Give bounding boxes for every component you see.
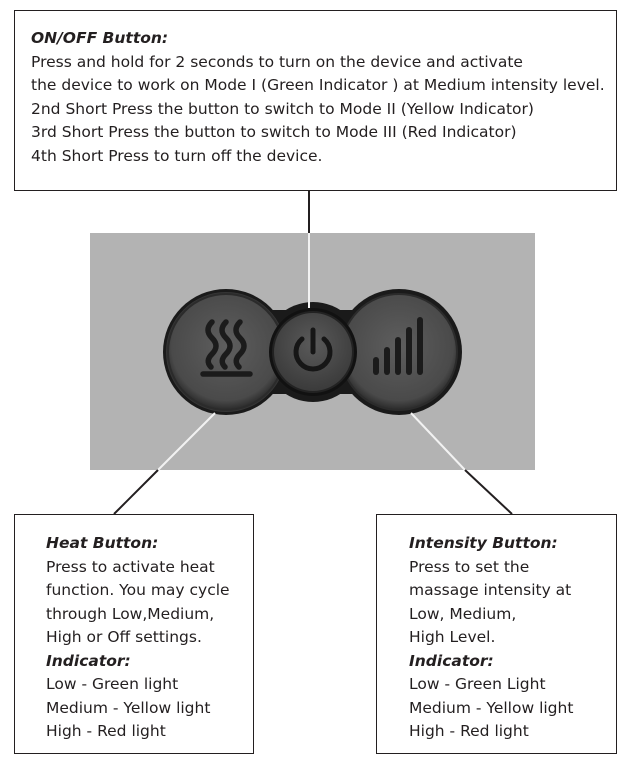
- heat-line-4: High or Off settings.: [46, 628, 202, 646]
- onoff-line-3: 2nd Short Press the button to switch to Mode II (Yellow Indicator): [31, 99, 534, 118]
- onoff-title: ON/OFF Button:: [31, 29, 169, 47]
- heat-indicator-low: Low - Green light: [46, 675, 179, 693]
- heat-title: Heat Button:: [46, 534, 159, 552]
- onoff-line-4: 3rd Short Press the button to switch to Mode III (Red Indicator): [31, 123, 517, 141]
- heat-line-2: function. You may cycle: [46, 581, 230, 599]
- intensity-indicator-low: Low - Green Light: [409, 675, 546, 693]
- intensity-callout-box: [376, 514, 617, 754]
- intensity-indicator-title: Indicator:: [409, 651, 494, 670]
- intensity-line-2: massage intensity at: [409, 581, 572, 599]
- intensity-line-3: Low, Medium,: [409, 604, 517, 623]
- heat-line-3: through Low,Medium,: [46, 604, 215, 623]
- intensity-line-1: Press to set the: [409, 557, 530, 576]
- heat-indicator-medium: Medium - Yellow light: [46, 698, 211, 717]
- intensity-button[interactable]: [341, 294, 457, 410]
- heat-line-1: Press to activate heat: [46, 557, 215, 576]
- intensity-title: Intensity Button:: [409, 534, 558, 552]
- heat-indicator-high: High - Red light: [46, 722, 166, 740]
- onoff-line-1: Press and hold for 2 seconds to turn on the device and activate: [31, 52, 523, 71]
- intensity-indicator-high: High - Red light: [409, 722, 529, 740]
- onoff-line-5: 4th Short Press to turn off the device.: [31, 146, 323, 165]
- heat-button[interactable]: [168, 294, 284, 410]
- onoff-line-2: the device to work on Mode I (Green Indicator ) at Medium intensity level.: [31, 76, 605, 94]
- heat-callout-box: [14, 514, 254, 754]
- intensity-line-4: High Level.: [409, 628, 496, 646]
- intensity-indicator-medium: Medium - Yellow light: [409, 698, 574, 717]
- heat-indicator-title: Indicator:: [46, 651, 131, 670]
- power-button[interactable]: [269, 308, 357, 396]
